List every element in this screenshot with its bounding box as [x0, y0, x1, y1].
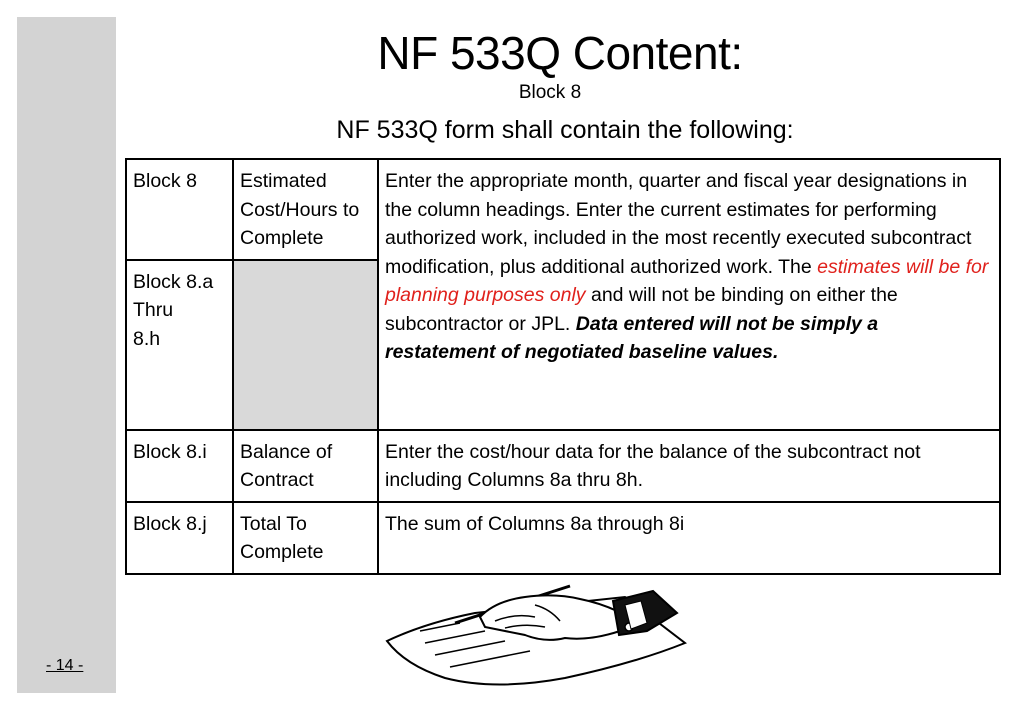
description-text: Enter the appropriate month, quarter and fiscal year designations in the column headings. Enter the current estimates for performing authorized work, included in the most recently executed subcontract modification, plus additional authorized work. The [385, 170, 972, 278]
description-text: and will not be binding on either the subcontractor or JPL. [385, 284, 898, 335]
page-number: - 14 - [46, 657, 84, 674]
description-cell: Enter the cost/hour data for the balance of the subcontract not including Columns 8a thru 8h. [378, 430, 1000, 502]
name-cell: Estimated Cost/Hours to Complete [233, 159, 378, 260]
block-line: 8.h [133, 327, 161, 350]
table-row [126, 430, 1000, 502]
emphasis-red-text: estimates will be for planning purposes only [385, 255, 989, 306]
block-line: Thru [133, 299, 174, 321]
sidebar [17, 17, 116, 693]
block-cell [126, 260, 233, 430]
description-cell: The sum of Columns 8a through 8i [378, 502, 1000, 574]
block-cell: Block 8.i [126, 430, 233, 502]
intro-text: NF 533Q form shall contain the following: [336, 116, 794, 144]
block-line: Block 8.a [133, 270, 214, 293]
block-cell: Block 8.j [126, 502, 233, 574]
block-table [125, 158, 1001, 575]
table-row [126, 502, 1000, 574]
name-cell: Total To Complete [233, 502, 378, 574]
name-cell: Balance of Contract [233, 430, 378, 502]
table-row [126, 159, 1000, 260]
page-title: NF 533Q Content: [377, 27, 743, 79]
description-cell [378, 159, 1000, 430]
writing-hand-icon [385, 583, 695, 693]
page-subtitle: Block 8 [518, 82, 582, 103]
shaded-cell [233, 260, 378, 430]
block-cell: Block 8 [126, 159, 233, 260]
emphasis-bold-text: Data entered will not be simply a restatement of negotiated baseline values. [385, 312, 879, 363]
